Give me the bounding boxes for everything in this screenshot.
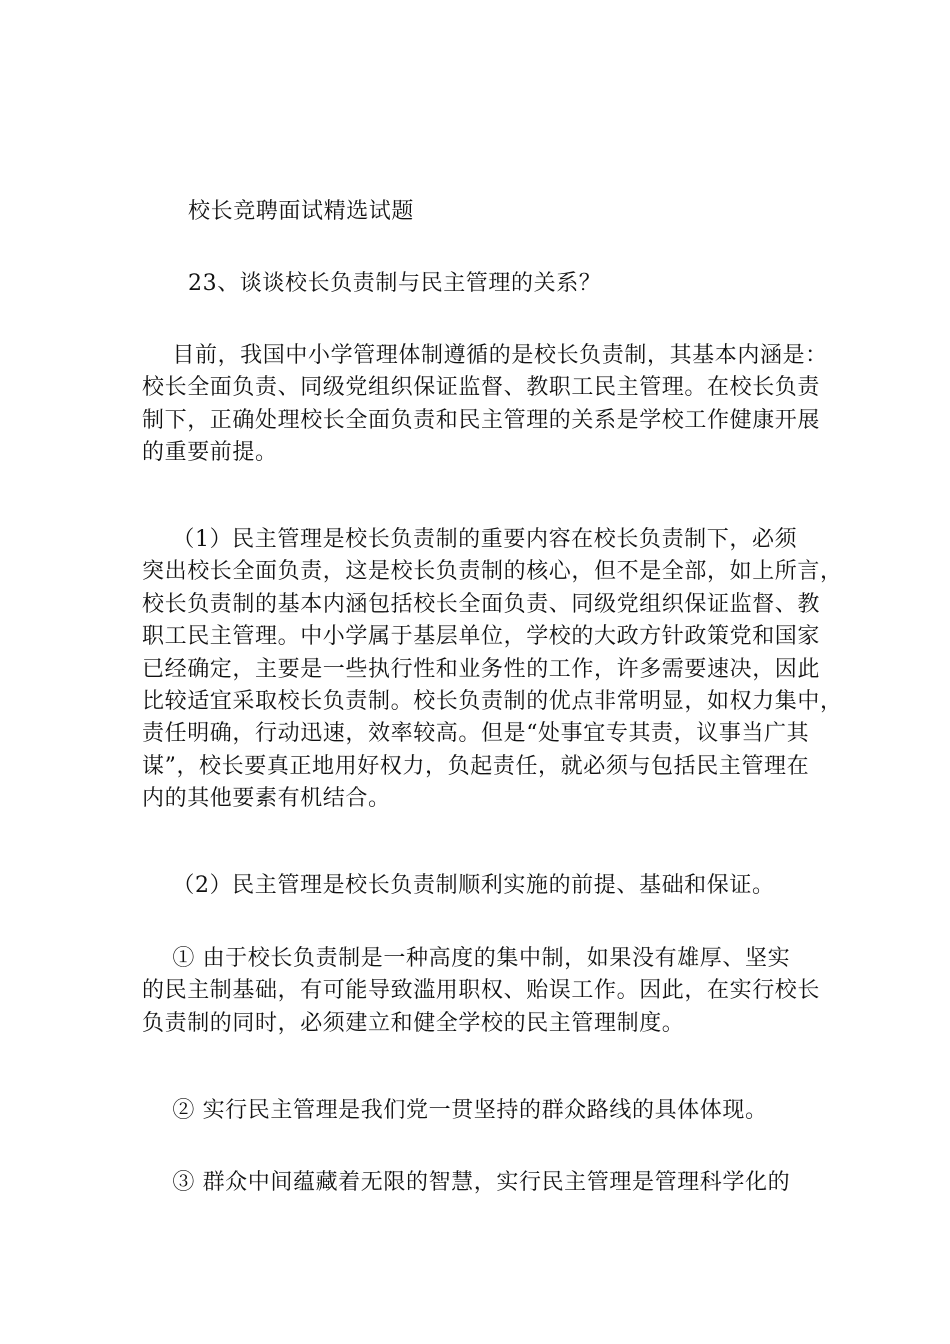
paragraph-line: 谋”，校长要真正地用好权力，负起责任，就必须与包括民主管理在	[142, 754, 810, 779]
paragraph-line: 比较适宜采取校长负责制。校长负责制的优点非常明显，如权力集中，	[142, 689, 843, 714]
paragraph-line: ③ 群众中间蕴藏着无限的智慧，实行民主管理是管理科学化的	[142, 1170, 791, 1195]
paragraph-line: 校长负责制的基本内涵包括校长全面负责、同级党组织保证监督、教	[142, 592, 821, 617]
question-heading: 23、谈谈校长负责制与民主管理的关系？	[188, 271, 602, 296]
paragraph-line: 突出校长全面负责，这是校长负责制的核心，但不是全部，如上所言，	[142, 559, 843, 584]
document-title: 校长竞聘面试精选试题	[188, 199, 415, 224]
paragraph-line: 已经确定，主要是一些执行性和业务性的工作，许多需要速决，因此	[142, 657, 821, 682]
paragraph-line: 内的其他要素有机结合。	[142, 786, 391, 811]
paragraph-line: 责任明确，行动迅速，效率较高。但是“处事宜专其责，议事当广其	[142, 721, 810, 746]
paragraph-line: 负责制的同时，必须建立和健全学校的民主管理制度。	[142, 1011, 685, 1036]
paragraph-line: （2）民主管理是校长负责制顺利实施的前提、基础和保证。	[142, 873, 775, 898]
paragraph-line: 制下，正确处理校长全面负责和民主管理的关系是学校工作健康开展	[142, 408, 821, 433]
paragraph-line: 的重要前提。	[142, 440, 278, 465]
paragraph-line: ② 实行民主管理是我们党一贯坚持的群众路线的具体体现。	[142, 1098, 768, 1123]
paragraph-line: 目前，我国中小学管理体制遵循的是校长负责制，其基本内涵是：	[142, 343, 828, 368]
paragraph-line: 校长全面负责、同级党组织保证监督、教职工民主管理。在校长负责	[142, 375, 821, 400]
paragraph-line: 职工民主管理。中小学属于基层单位，学校的大政方针政策党和国家	[142, 624, 821, 649]
paragraph-line: （1）民主管理是校长负责制的重要内容在校长负责制下，必须	[142, 527, 798, 552]
paragraph-line: 的民主制基础，有可能导致滥用职权、贻误工作。因此，在实行校长	[142, 978, 821, 1003]
paragraph-line: ① 由于校长负责制是一种高度的集中制，如果没有雄厚、坚实	[142, 946, 791, 971]
